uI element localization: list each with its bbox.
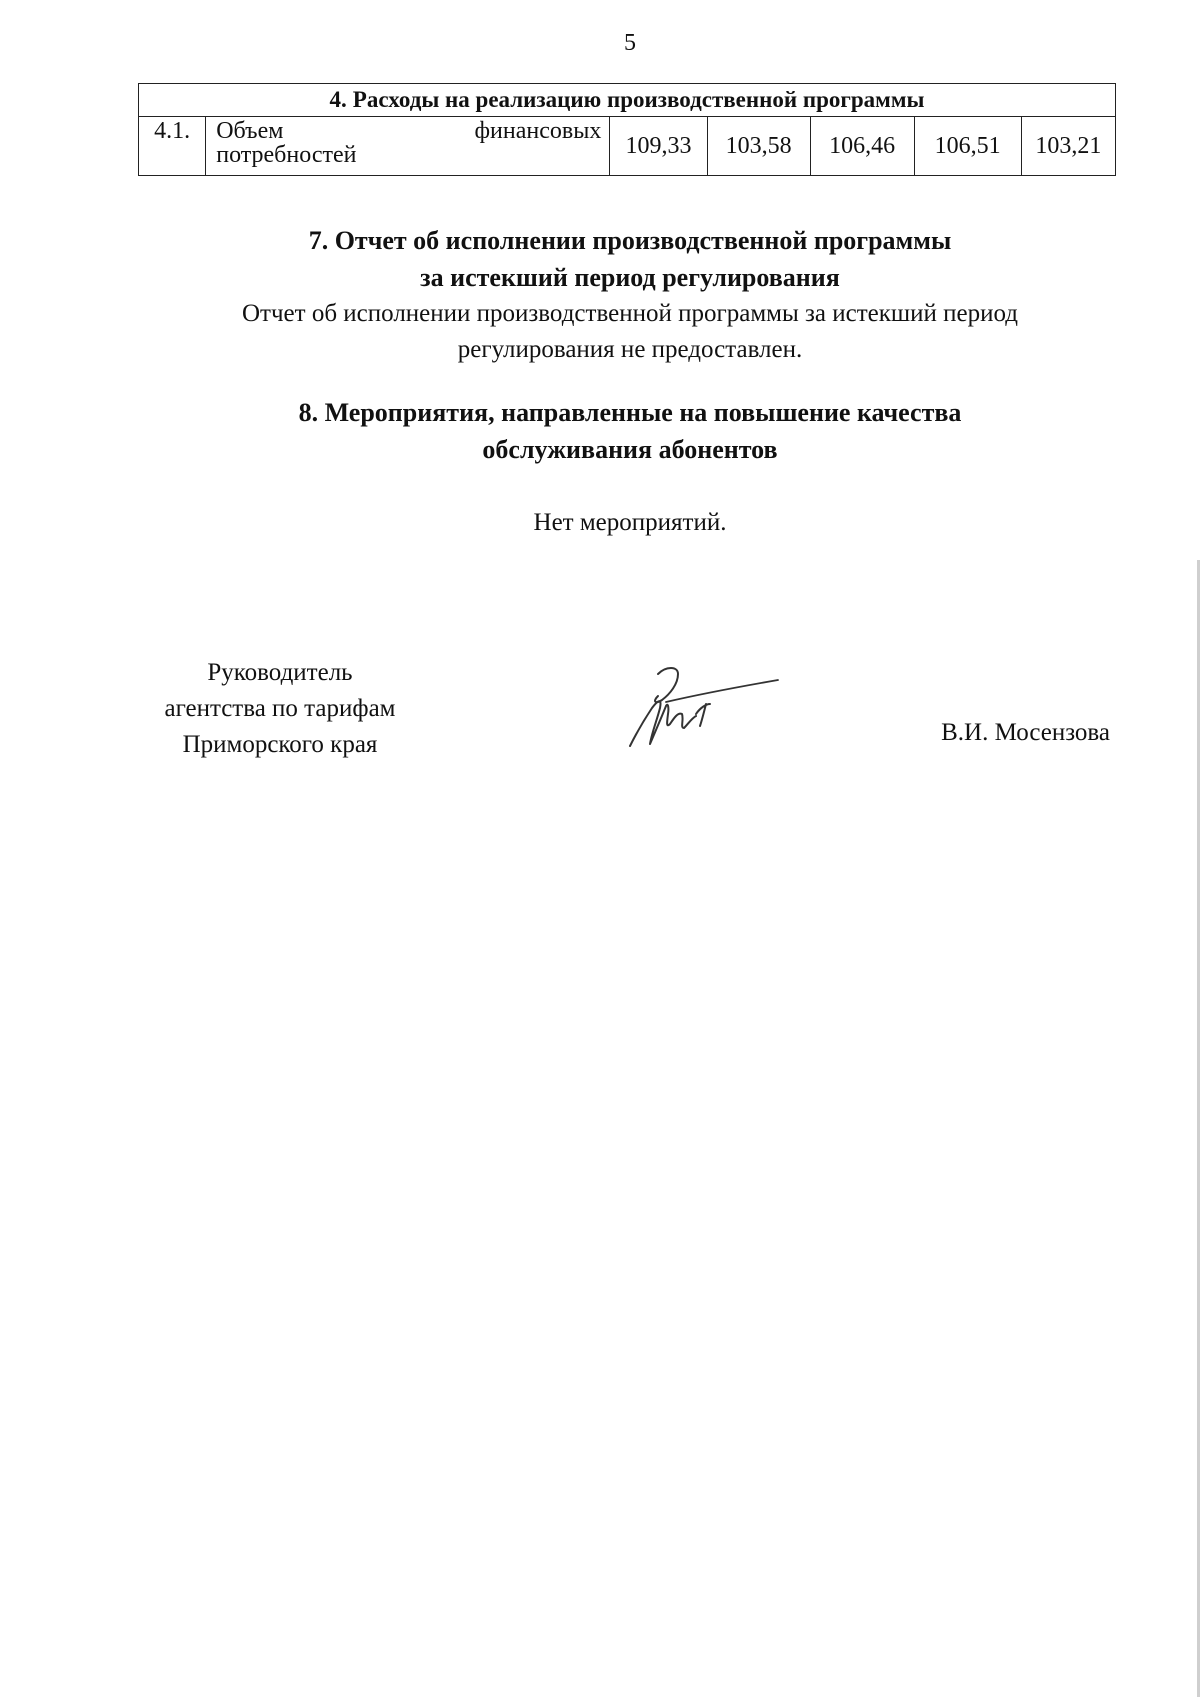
section7-title-line1: 7. Отчет об исполнении производственной программы <box>308 226 952 255</box>
row-label-line2: потребностей <box>216 142 357 168</box>
section7-body-line1: Отчет об исполнении производственной программы за истекший период <box>242 300 1018 327</box>
expenses-table <box>138 83 1116 176</box>
section-title: Расходы на реализацию производственной программы <box>352 87 925 112</box>
row-label-word1: Объем <box>216 118 284 144</box>
row-value: 106,46 <box>810 117 914 176</box>
page-number: 5 <box>624 30 636 56</box>
row-code: 4.1. <box>139 117 206 176</box>
row-label-word2: финансовых <box>474 118 602 144</box>
row-value: 103,58 <box>707 117 810 176</box>
section8-body: Нет мероприятий. <box>533 509 727 536</box>
section7-title-line2: за истекший период регулирования <box>420 263 840 292</box>
row-value: 106,51 <box>914 117 1021 176</box>
table-section-row <box>139 84 1116 117</box>
section8-title-line2: обслуживания абонентов <box>482 435 778 464</box>
table-row <box>139 117 1116 176</box>
row-value: 103,21 <box>1021 117 1115 176</box>
section-number: 4. <box>329 87 347 112</box>
table-section-header <box>139 84 1116 117</box>
row-label <box>206 117 610 176</box>
signer-position-line1: Руководитель <box>207 659 353 686</box>
section8-title-line1: 8. Мероприятия, направленные на повышение качества <box>298 398 962 427</box>
signer-position-line2: агентства по тарифам <box>164 695 396 722</box>
row-value: 109,33 <box>610 117 707 176</box>
signer-position <box>130 655 430 763</box>
section7-body-line2: регулирования не предоставлен. <box>457 336 803 363</box>
signer-position-line3: Приморского края <box>182 731 378 758</box>
handwritten-signature-icon <box>622 664 782 754</box>
signer-name: В.И. Мосензова <box>941 719 1110 746</box>
